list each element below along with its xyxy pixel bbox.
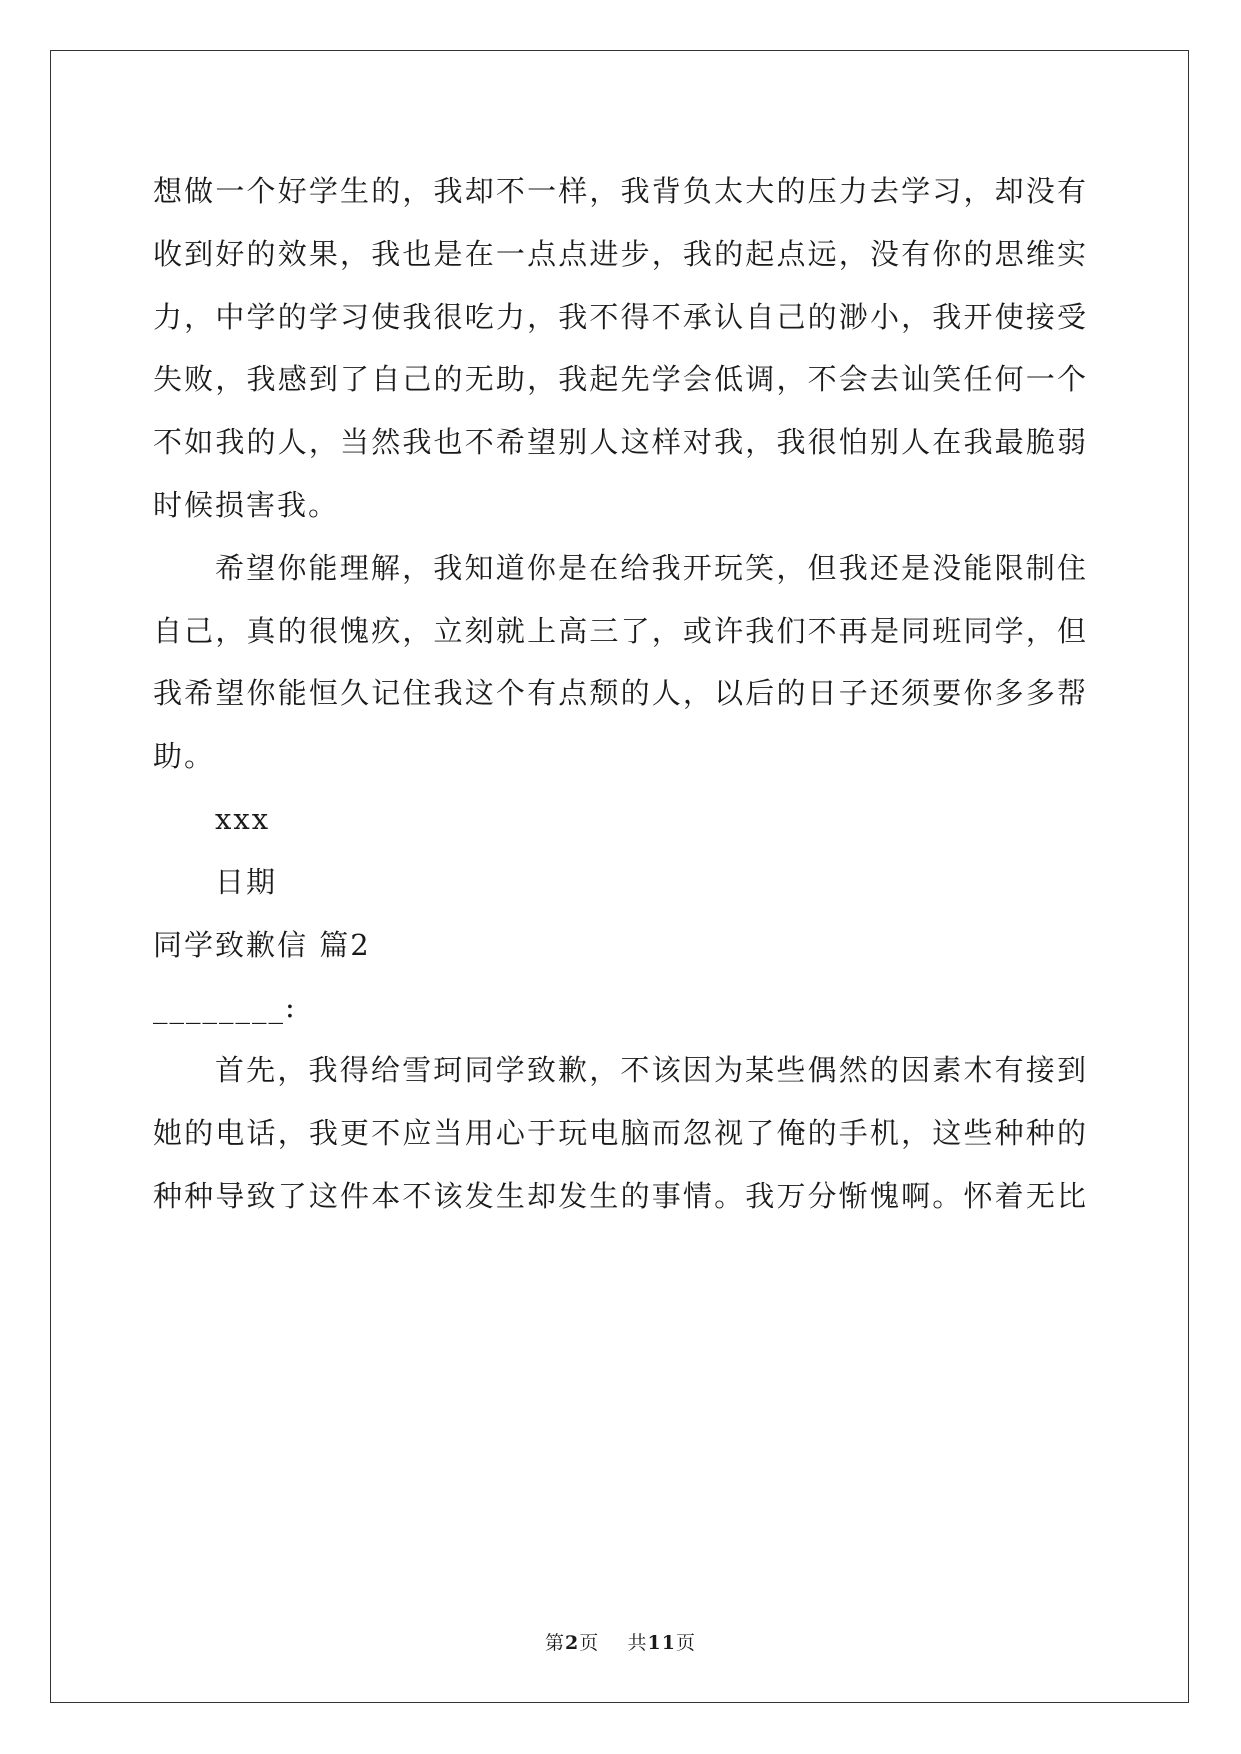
- text-line: 她的电话，我更不应当用心于玩电脑而忽视了俺的手机，这些种种的: [153, 1115, 1088, 1150]
- salutation-blank: ________:: [153, 990, 297, 1025]
- text-line: 收到好的效果，我也是在一点点进步，我的起点远，没有你的思维实: [153, 236, 1088, 271]
- text-line: 自己，真的很愧疚，立刻就上高三了，或许我们不再是同班同学，但: [153, 613, 1088, 648]
- text-line: 助。: [153, 739, 216, 774]
- footer-total-prefix: 共: [627, 1632, 648, 1654]
- section-heading: 同学致歉信 篇2: [153, 927, 371, 962]
- footer-prefix: 第: [545, 1632, 566, 1654]
- date-label: 日期: [215, 864, 278, 899]
- text-line: 失败，我感到了自己的无助，我起先学会低调，不会去讪笑任何一个: [153, 362, 1088, 397]
- text-line: 种种导致了这件本不该发生却发生的事情。我万分惭愧啊。怀着无比: [153, 1178, 1088, 1213]
- footer-page-number: 2: [565, 1632, 580, 1654]
- text-line: 我希望你能恒久记住我这个有点颓的人，以后的日子还须要你多多帮: [153, 676, 1088, 711]
- text-line: 想做一个好学生的，我却不一样，我背负太大的压力去学习，却没有: [153, 174, 1088, 208]
- signature: xxx: [215, 801, 271, 836]
- footer-total-pages: 11: [647, 1632, 676, 1654]
- text-line: 首先，我得给雪珂同学致歉，不该因为某些偶然的因素木有接到: [215, 1053, 1088, 1088]
- text-line: 时候损害我。: [153, 487, 340, 522]
- page-footer: [0, 1628, 1241, 1655]
- text-line: 不如我的人，当然我也不希望别人这样对我，我很怕别人在我最脆弱: [153, 425, 1088, 460]
- text-line: 希望你能理解，我知道你是在给我开玩笑，但我还是没能限制住: [215, 550, 1088, 585]
- document-body: [153, 160, 1088, 1228]
- text-line: 力，中学的学习使我很吃力，我不得不承认自己的渺小，我开使接受: [153, 299, 1088, 334]
- footer-total-suffix: 页: [675, 1632, 696, 1654]
- footer-page-suffix: 页: [579, 1632, 600, 1654]
